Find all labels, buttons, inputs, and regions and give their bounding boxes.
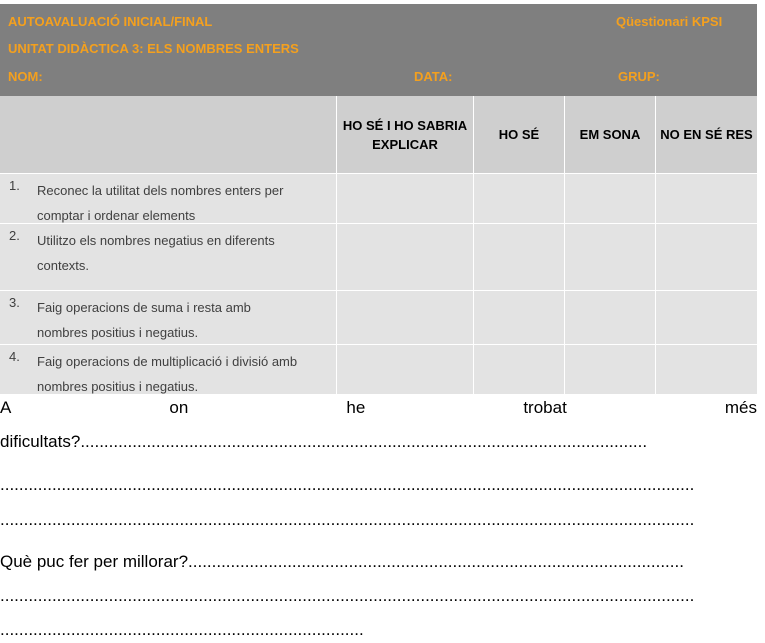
- date-label: DATA:: [414, 69, 453, 84]
- item-text: Utilitzo els nombres negatius en diferents contexts.: [37, 233, 275, 273]
- answer-cell-know[interactable]: [474, 224, 565, 291]
- group-label: GRUP:: [618, 69, 660, 84]
- item-number: 2.: [9, 228, 20, 243]
- item-text: Reconec la utilitat dels nombres enters per comptar i ordenar elements: [37, 183, 284, 223]
- statement-cell: [0, 345, 337, 395]
- column-header-dont-know: NO EN SÉ RES: [656, 96, 757, 174]
- answer-cell-dont-know[interactable]: [656, 174, 757, 224]
- question-word: més: [724, 398, 757, 417]
- answer-line[interactable]: ...................................................................................................................................................: [0, 586, 695, 605]
- header-title: AUTOAVALUACIÓ INICIAL/FINAL: [8, 14, 213, 29]
- column-header-know: HO SÉ: [474, 96, 565, 174]
- column-header-statement: [0, 96, 337, 174]
- answer-cell-familiar[interactable]: [565, 174, 656, 224]
- item-text: Faig operacions de multiplicació i divisió amb nombres positius i negatius.: [37, 354, 298, 394]
- answer-line[interactable]: ...................................................................................................................................................: [0, 475, 695, 494]
- answer-cell-know[interactable]: [474, 345, 565, 395]
- answer-cell-familiar[interactable]: [565, 291, 656, 345]
- answer-cell-know[interactable]: [474, 291, 565, 345]
- kpsi-header: [0, 4, 757, 96]
- statement-cell: [0, 224, 337, 291]
- answer-cell-dont-know[interactable]: [656, 345, 757, 395]
- answer-cell-dont-know[interactable]: [656, 224, 757, 291]
- answer-line[interactable]: ...................................................................................................................................................: [0, 510, 695, 529]
- answer-line-short[interactable]: .............................................................................: [0, 620, 364, 639]
- table-row: [0, 174, 757, 224]
- answer-cell-familiar[interactable]: [565, 224, 656, 291]
- answer-cell-can-explain[interactable]: [337, 345, 474, 395]
- question-difficulties-line1: [0, 398, 757, 418]
- table-row: [0, 291, 757, 345]
- kpsi-table: [0, 96, 757, 395]
- column-header-familiar: EM SONA: [565, 96, 656, 174]
- question-word: trobat: [523, 398, 567, 417]
- table-row: [0, 345, 757, 395]
- statement-cell: [0, 291, 337, 345]
- header-questionnaire: Qüestionari KPSI: [616, 14, 723, 29]
- answer-cell-know[interactable]: [474, 174, 565, 224]
- answer-cell-dont-know[interactable]: [656, 291, 757, 345]
- answer-cell-can-explain[interactable]: [337, 291, 474, 345]
- question-difficulties-line2[interactable]: dificultats?........................................................................................................................: [0, 432, 648, 451]
- question-improve[interactable]: Què puc fer per millorar?.........................................................................................................: [0, 552, 684, 571]
- answer-cell-can-explain[interactable]: [337, 224, 474, 291]
- answer-cell-familiar[interactable]: [565, 345, 656, 395]
- header-unit: UNITAT DIDÀCTICA 3: ELS NOMBRES ENTERS: [8, 41, 299, 56]
- item-text: Faig operacions de suma i resta amb nombres positius i negatius.: [37, 300, 251, 340]
- question-word: he: [346, 398, 366, 417]
- question-word: on: [169, 398, 189, 417]
- name-label: NOM:: [8, 69, 43, 84]
- item-number: 1.: [9, 178, 20, 193]
- item-number: 3.: [9, 295, 20, 310]
- question-word: A: [0, 398, 12, 417]
- answer-cell-can-explain[interactable]: [337, 174, 474, 224]
- column-header-can-explain: HO SÉ I HO SABRIA EXPLICAR: [337, 96, 474, 174]
- statement-cell: [0, 174, 337, 224]
- table-header-row: [0, 96, 757, 174]
- item-number: 4.: [9, 349, 20, 364]
- table-row: [0, 224, 757, 291]
